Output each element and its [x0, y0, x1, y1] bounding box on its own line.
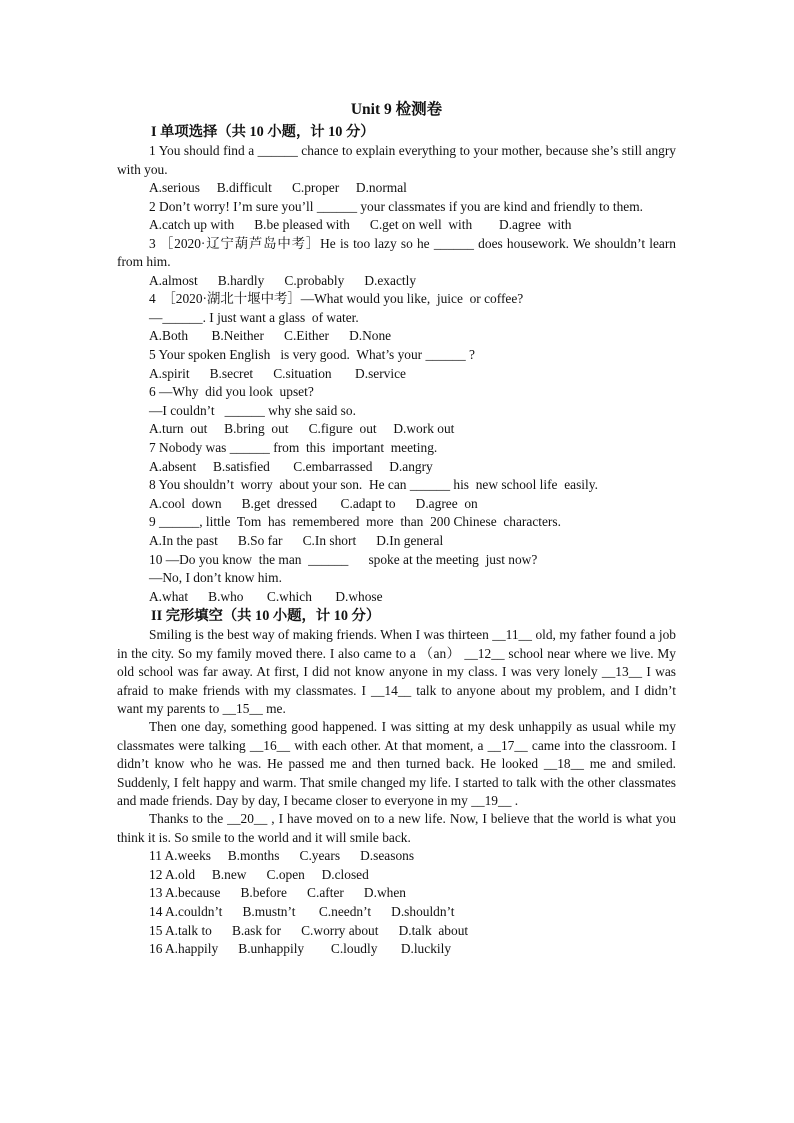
question-6-response: —I couldn’t ______ why she said so.: [149, 402, 356, 418]
question-3-options: A.almost B.hardly C.probably D.exactly: [149, 272, 417, 288]
question-6: 6 —Why did you look upset?: [149, 384, 314, 400]
cloze-options-15: 15 A.talk to B.ask for C.worry about D.talk about: [149, 922, 469, 938]
question-5-options: A.spirit B.secret C.situation D.service: [149, 365, 406, 381]
section-2-heading: II 完形填空（共 10 小题，计 10 分）: [151, 608, 381, 625]
question-7: 7 Nobody was ______ from this important meeting.: [149, 440, 438, 456]
question-9-options: A.In the past B.So far C.In short D.In general: [149, 533, 444, 548]
cloze-options-16: 16 A.happily B.unhappily C.loudly D.luckily: [149, 941, 452, 957]
question-2: 2 Don’t worry! I’m sure you’ll ______ your classmates if you are kind and friendly to them.: [149, 198, 643, 214]
question-5: 5 Your spoken English is very good. What’s your ______ ?: [149, 347, 475, 363]
section-1-heading: I 单项选择（共 10 小题，计 10 分）: [151, 124, 375, 140]
question-1: 1 You should find a ______ chance to explain everything to your mother, because she’s still angry with you.: [117, 143, 676, 177]
question-8: 8 You shouldn’t worry about your son. He can ______ his new school life easily.: [149, 477, 598, 493]
question-10-response: —No, I don’t know him.: [149, 570, 282, 586]
passage-paragraph-1: Smiling is the best way of making friends. When I was thirteen __11__ old, my father found a job in the city. So my family moved there. I also came to a （an） __12__ school near where we live. My old school was far away. At first, I did not know anyone in my class. I was very lonely __13__ I was afraid to make friends with my classmates. I __14__ talk to anyone about my problem, and I didn’t want my parents to __15__ me.: [117, 627, 676, 716]
question-6-options: A.turn out B.bring out C.figure out D.work out: [149, 421, 455, 437]
passage-paragraph-3: Thanks to the __20__ , I have moved on to a new life. Now, I believe that the world is what you think it is. So smile to the world and it will smile back.: [117, 811, 676, 845]
question-2-options: A.catch up with B.be pleased with C.get on well with D.agree with: [149, 217, 572, 233]
question-1-options: A.serious B.difficult C.proper D.normal: [149, 180, 407, 195]
question-4-options: A.Both B.Neither C.Either D.None: [149, 328, 392, 344]
cloze-options-14: 14 A.couldn’t B.mustn’t C.needn’t D.shouldn’t: [149, 904, 455, 920]
question-8-options: A.cool down B.get dressed C.adapt to D.agree on: [149, 495, 478, 511]
passage-paragraph-2: Then one day, something good happened. I was sitting at my desk unhappily as usual while my classmates were talking __16__ with each other. At that moment, a __17__ came into the classroom. I didn’t know who he was. He passed me and then turned back. He looked __18__ me and smiled. Suddenly, I felt happy and warm. That smile changed my life. I started to talk with the other classmates and made friends. Day by day, I became closer to everyone in my __19__ .: [117, 719, 676, 809]
question-10: 10 —Do you know the man ______ spoke at the meeting just now?: [149, 551, 538, 567]
question-4: 4 ［2020·湖北十堰中考］—What would you like, juice or coffee?: [149, 291, 524, 307]
question-3: 3 ［2020·辽宁葫芦岛中考］He is too lazy so he ______ does housework. We shouldn’t learn from him.: [117, 235, 676, 270]
exam-page: [117, 98, 676, 959]
page-title: Unit 9 检测卷: [350, 101, 443, 118]
question-9: 9 ______, little Tom has remembered more than 200 Chinese characters.: [149, 514, 561, 530]
question-7-options: A.absent B.satisfied C.embarrassed D.angry: [149, 458, 433, 474]
cloze-options-12: 12 A.old B.new C.open D.closed: [149, 866, 369, 882]
question-4-response: —______. I just want a glass of water.: [149, 309, 359, 325]
cloze-options-11: 11 A.weeks B.months C.years D.seasons: [149, 848, 415, 864]
cloze-options-13: 13 A.because B.before C.after D.when: [149, 885, 406, 901]
question-10-options: A.what B.who C.which D.whose: [149, 588, 383, 604]
